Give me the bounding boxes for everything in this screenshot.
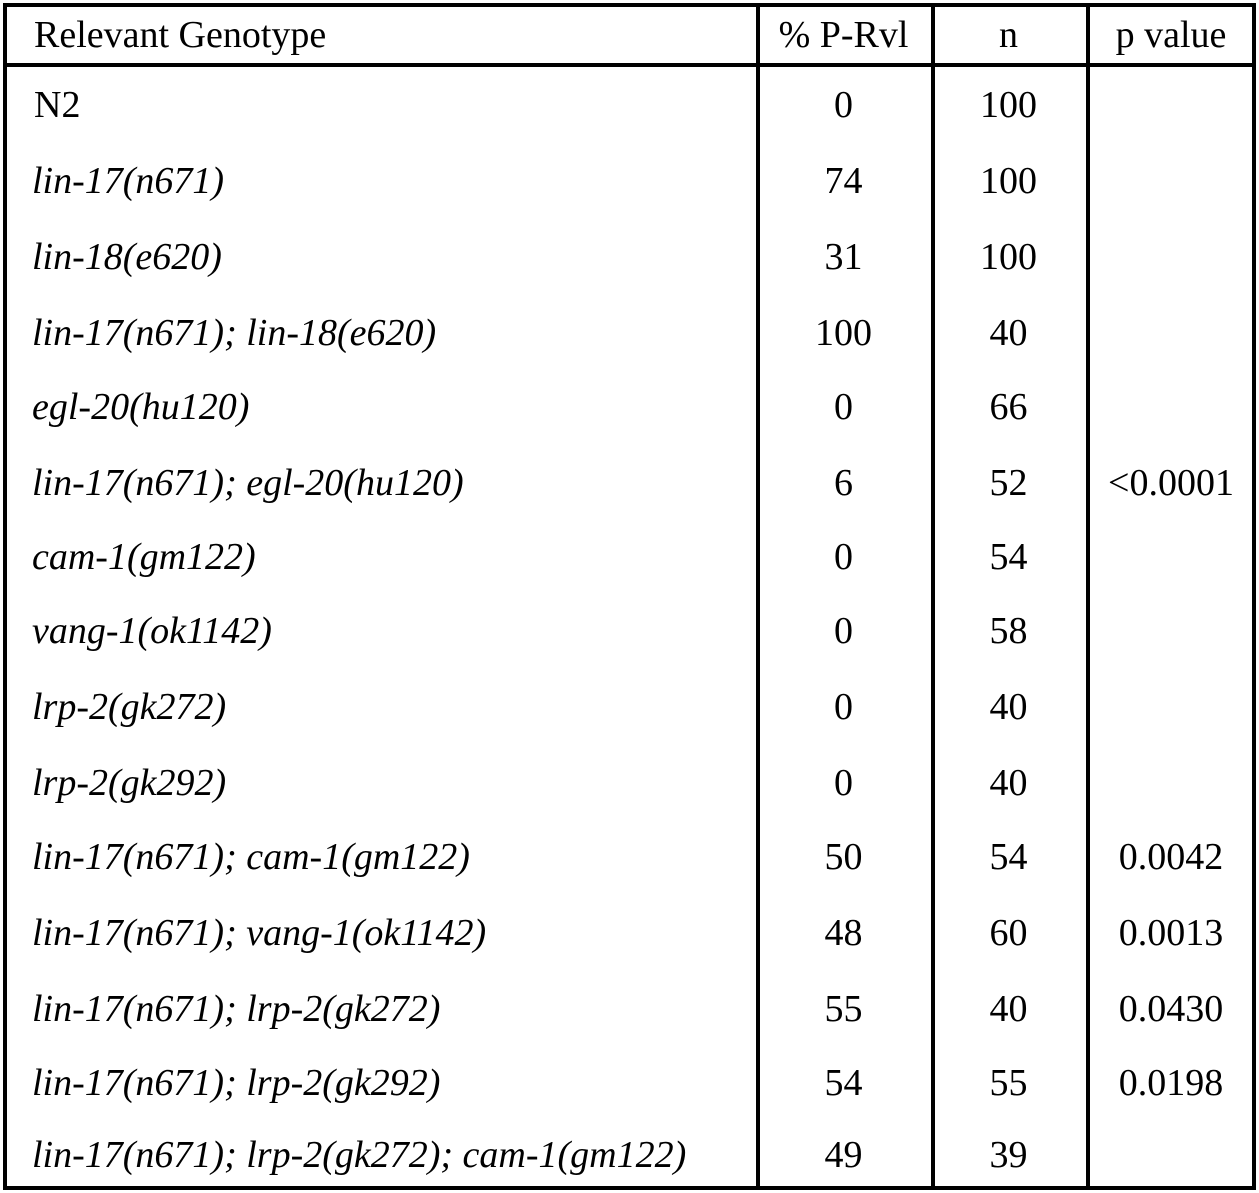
n-cell: 52 [989,462,1028,504]
n-cell: 100 [980,160,1037,202]
prvl-cell: 55 [824,988,863,1030]
prvl-cell: 54 [824,1062,863,1104]
prvl-cell: 0 [834,84,853,126]
genotype-cell: lin-17(n671); lrp-2(gk272) [32,988,441,1030]
genotype-cell: lin-17(n671); cam-1(gm122) [32,836,470,878]
header-divider [7,63,1252,67]
genotype-cell: egl-20(hu120) [32,386,250,428]
n-cell: 40 [989,686,1028,728]
prvl-cell: 0 [834,610,853,652]
n-cell: 40 [989,312,1028,354]
prvl-cell: 48 [824,912,863,954]
genotype-cell: lin-17(n671); lrp-2(gk292) [32,1062,441,1104]
n-cell: 55 [989,1062,1028,1104]
n-cell: 40 [989,988,1028,1030]
n-cell: 54 [989,536,1028,578]
genotype-cell: lin-17(n671); lrp-2(gk272); cam-1(gm122) [32,1134,687,1176]
genotype-cell: N2 [34,84,81,126]
header-n: n [999,14,1018,56]
pvalue-cell: 0.0198 [1118,1062,1224,1104]
header-prvl: % P-Rvl [778,14,909,56]
prvl-cell: 6 [834,462,853,504]
n-cell: 58 [989,610,1028,652]
genotype-cell: lin-18(e620) [32,236,222,278]
n-cell: 100 [980,84,1037,126]
prvl-cell: 49 [824,1134,863,1176]
prvl-cell: 0 [834,686,853,728]
n-cell: 100 [980,236,1037,278]
genotype-cell: lin-17(n671) [32,160,225,202]
pvalue-cell: 0.0042 [1118,836,1224,878]
genotype-cell: lin-17(n671); egl-20(hu120) [32,462,464,504]
n-cell: 40 [989,762,1028,804]
genotype-table [3,3,1256,1190]
prvl-cell: 50 [824,836,863,878]
genotype-cell: lrp-2(gk272) [32,686,227,728]
pvalue-cell: <0.0001 [1108,462,1234,504]
header-genotype: Relevant Genotype [34,14,327,56]
prvl-cell: 0 [834,536,853,578]
prvl-cell: 0 [834,762,853,804]
pvalue-cell: 0.0013 [1118,912,1224,954]
pvalue-cell: 0.0430 [1118,988,1224,1030]
n-cell: 54 [989,836,1028,878]
prvl-cell: 0 [834,386,853,428]
genotype-cell: lin-17(n671); lin-18(e620) [32,312,437,354]
genotype-cell: cam-1(gm122) [32,536,256,578]
prvl-cell: 31 [824,236,863,278]
n-cell: 66 [989,386,1028,428]
genotype-cell: lrp-2(gk292) [32,762,227,804]
prvl-cell: 74 [824,160,863,202]
header-pvalue: p value [1115,14,1227,56]
genotype-cell: vang-1(ok1142) [32,610,272,652]
n-cell: 60 [989,912,1028,954]
n-cell: 39 [989,1134,1028,1176]
prvl-cell: 100 [815,312,872,354]
genotype-cell: lin-17(n671); vang-1(ok1142) [32,912,487,954]
